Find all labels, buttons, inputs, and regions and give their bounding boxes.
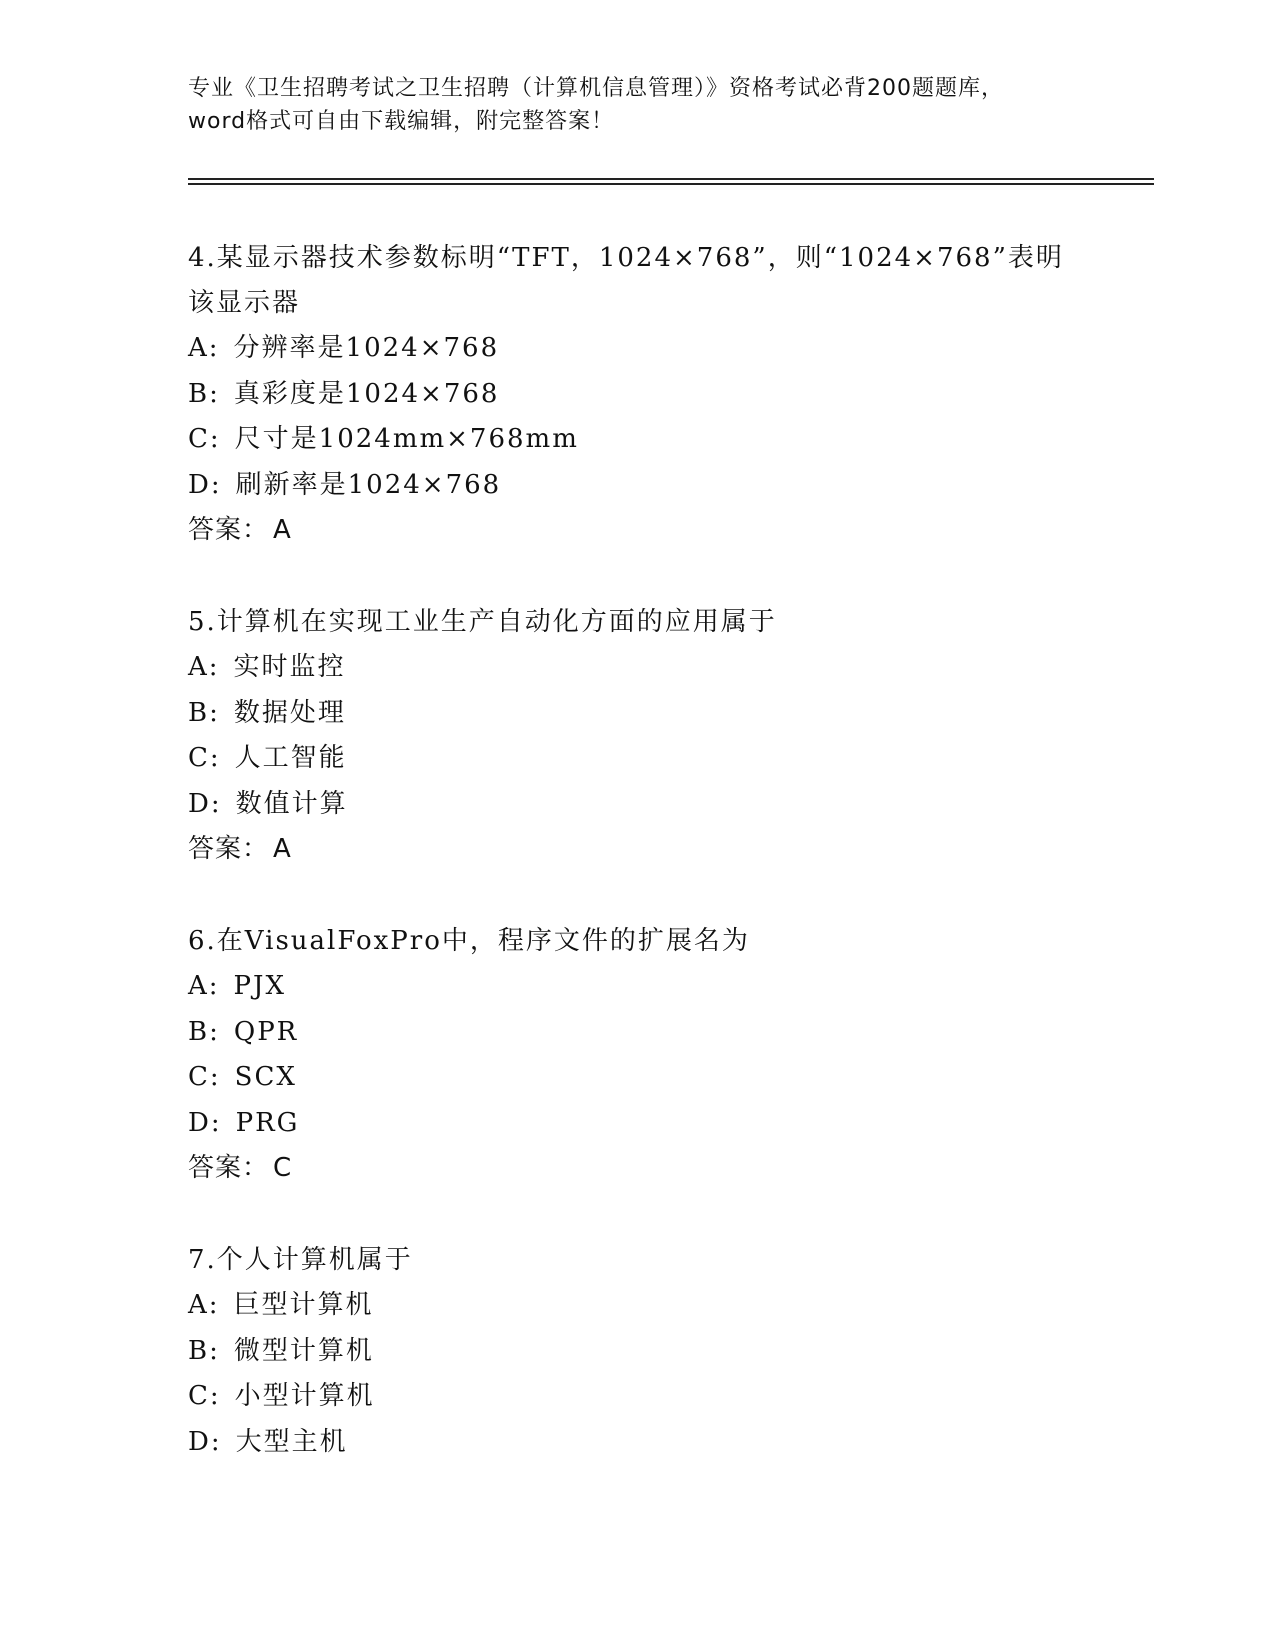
- option-text: 数据处理: [233, 697, 346, 728]
- option-text: QPR: [233, 1016, 299, 1047]
- option-letter: B:: [188, 697, 220, 728]
- option-letter: A:: [188, 971, 220, 1001]
- option-d: [188, 782, 1148, 828]
- question-stem-line: 5.计算机在实现工业生产自动化方面的应用属于: [188, 607, 777, 637]
- option-text: PJX: [233, 971, 286, 1001]
- header-line-1: 专业《卫生招聘考试之卫生招聘（计算机信息管理）》资格考试必背200题题库，: [188, 76, 1004, 101]
- option-b: [188, 691, 1148, 737]
- option-text: 尺寸是1024mm×768mm: [234, 424, 579, 454]
- answer-label: 答案：: [188, 834, 270, 864]
- question-stem-line: 7.个人计算机属于: [188, 1245, 413, 1275]
- option-d: [188, 463, 1148, 509]
- option-text: 真彩度是1024×768: [233, 378, 500, 409]
- option-text: 微型计算机: [233, 1335, 374, 1366]
- option-letter: D:: [188, 788, 222, 819]
- option-c: [188, 1374, 1148, 1420]
- question-stem-line: 6.在VisualFoxPro中，程序文件的扩展名为: [188, 926, 750, 956]
- header-line-2: word格式可自由下载编辑，附完整答案！: [188, 109, 615, 134]
- option-a: [188, 326, 1148, 372]
- option-text: 小型计算机: [234, 1381, 375, 1411]
- question-stem-line: 4.某显示器技术参数标明“TFT，1024×768”，则“1024×768”表明: [188, 243, 1064, 273]
- option-letter: A:: [188, 333, 220, 363]
- option-text: SCX: [234, 1062, 297, 1092]
- question-stem-line: 该显示器: [188, 288, 301, 318]
- option-letter: D:: [188, 1107, 222, 1138]
- option-text: 实时监控: [233, 652, 346, 682]
- answer-value: A: [273, 834, 292, 864]
- header-divider-bottom: [188, 183, 1154, 185]
- option-c: [188, 1055, 1148, 1101]
- option-b: [188, 1329, 1148, 1375]
- option-letter: C:: [188, 424, 221, 454]
- option-letter: C:: [188, 743, 221, 773]
- option-letter: C:: [188, 1062, 221, 1092]
- question-item: [188, 1238, 1148, 1465]
- option-text: 数值计算: [235, 788, 348, 819]
- option-c: [188, 417, 1148, 463]
- document-header: [188, 72, 1088, 138]
- option-a: [188, 964, 1148, 1010]
- question-item: [188, 236, 1148, 553]
- question-item: [188, 600, 1148, 872]
- question-list: [188, 236, 1148, 1512]
- option-d: [188, 1420, 1148, 1466]
- option-text: 巨型计算机: [233, 1290, 374, 1320]
- option-letter: B:: [188, 1016, 220, 1047]
- option-letter: D:: [188, 1426, 222, 1457]
- question-item: [188, 919, 1148, 1191]
- answer-line: [188, 1146, 1148, 1191]
- option-letter: C:: [188, 1381, 221, 1411]
- option-b: [188, 372, 1148, 418]
- answer-value: C: [273, 1153, 293, 1183]
- option-d: [188, 1101, 1148, 1147]
- option-a: [188, 1283, 1148, 1329]
- option-letter: B:: [188, 378, 220, 409]
- option-text: 分辨率是1024×768: [233, 333, 500, 363]
- option-a: [188, 645, 1148, 691]
- answer-label: 答案：: [188, 1153, 270, 1183]
- option-letter: B:: [188, 1335, 220, 1366]
- answer-label: 答案：: [188, 515, 270, 545]
- option-text: PRG: [235, 1107, 300, 1138]
- option-text: 人工智能: [234, 743, 347, 773]
- answer-line: [188, 508, 1148, 553]
- option-letter: A:: [188, 652, 220, 682]
- answer-line: [188, 827, 1148, 872]
- header-divider-top: [188, 178, 1154, 180]
- option-text: 大型主机: [235, 1426, 348, 1457]
- option-c: [188, 736, 1148, 782]
- option-letter: A:: [188, 1290, 220, 1320]
- option-b: [188, 1010, 1148, 1056]
- option-text: 刷新率是1024×768: [235, 469, 502, 500]
- option-letter: D:: [188, 469, 222, 500]
- answer-value: A: [273, 515, 292, 545]
